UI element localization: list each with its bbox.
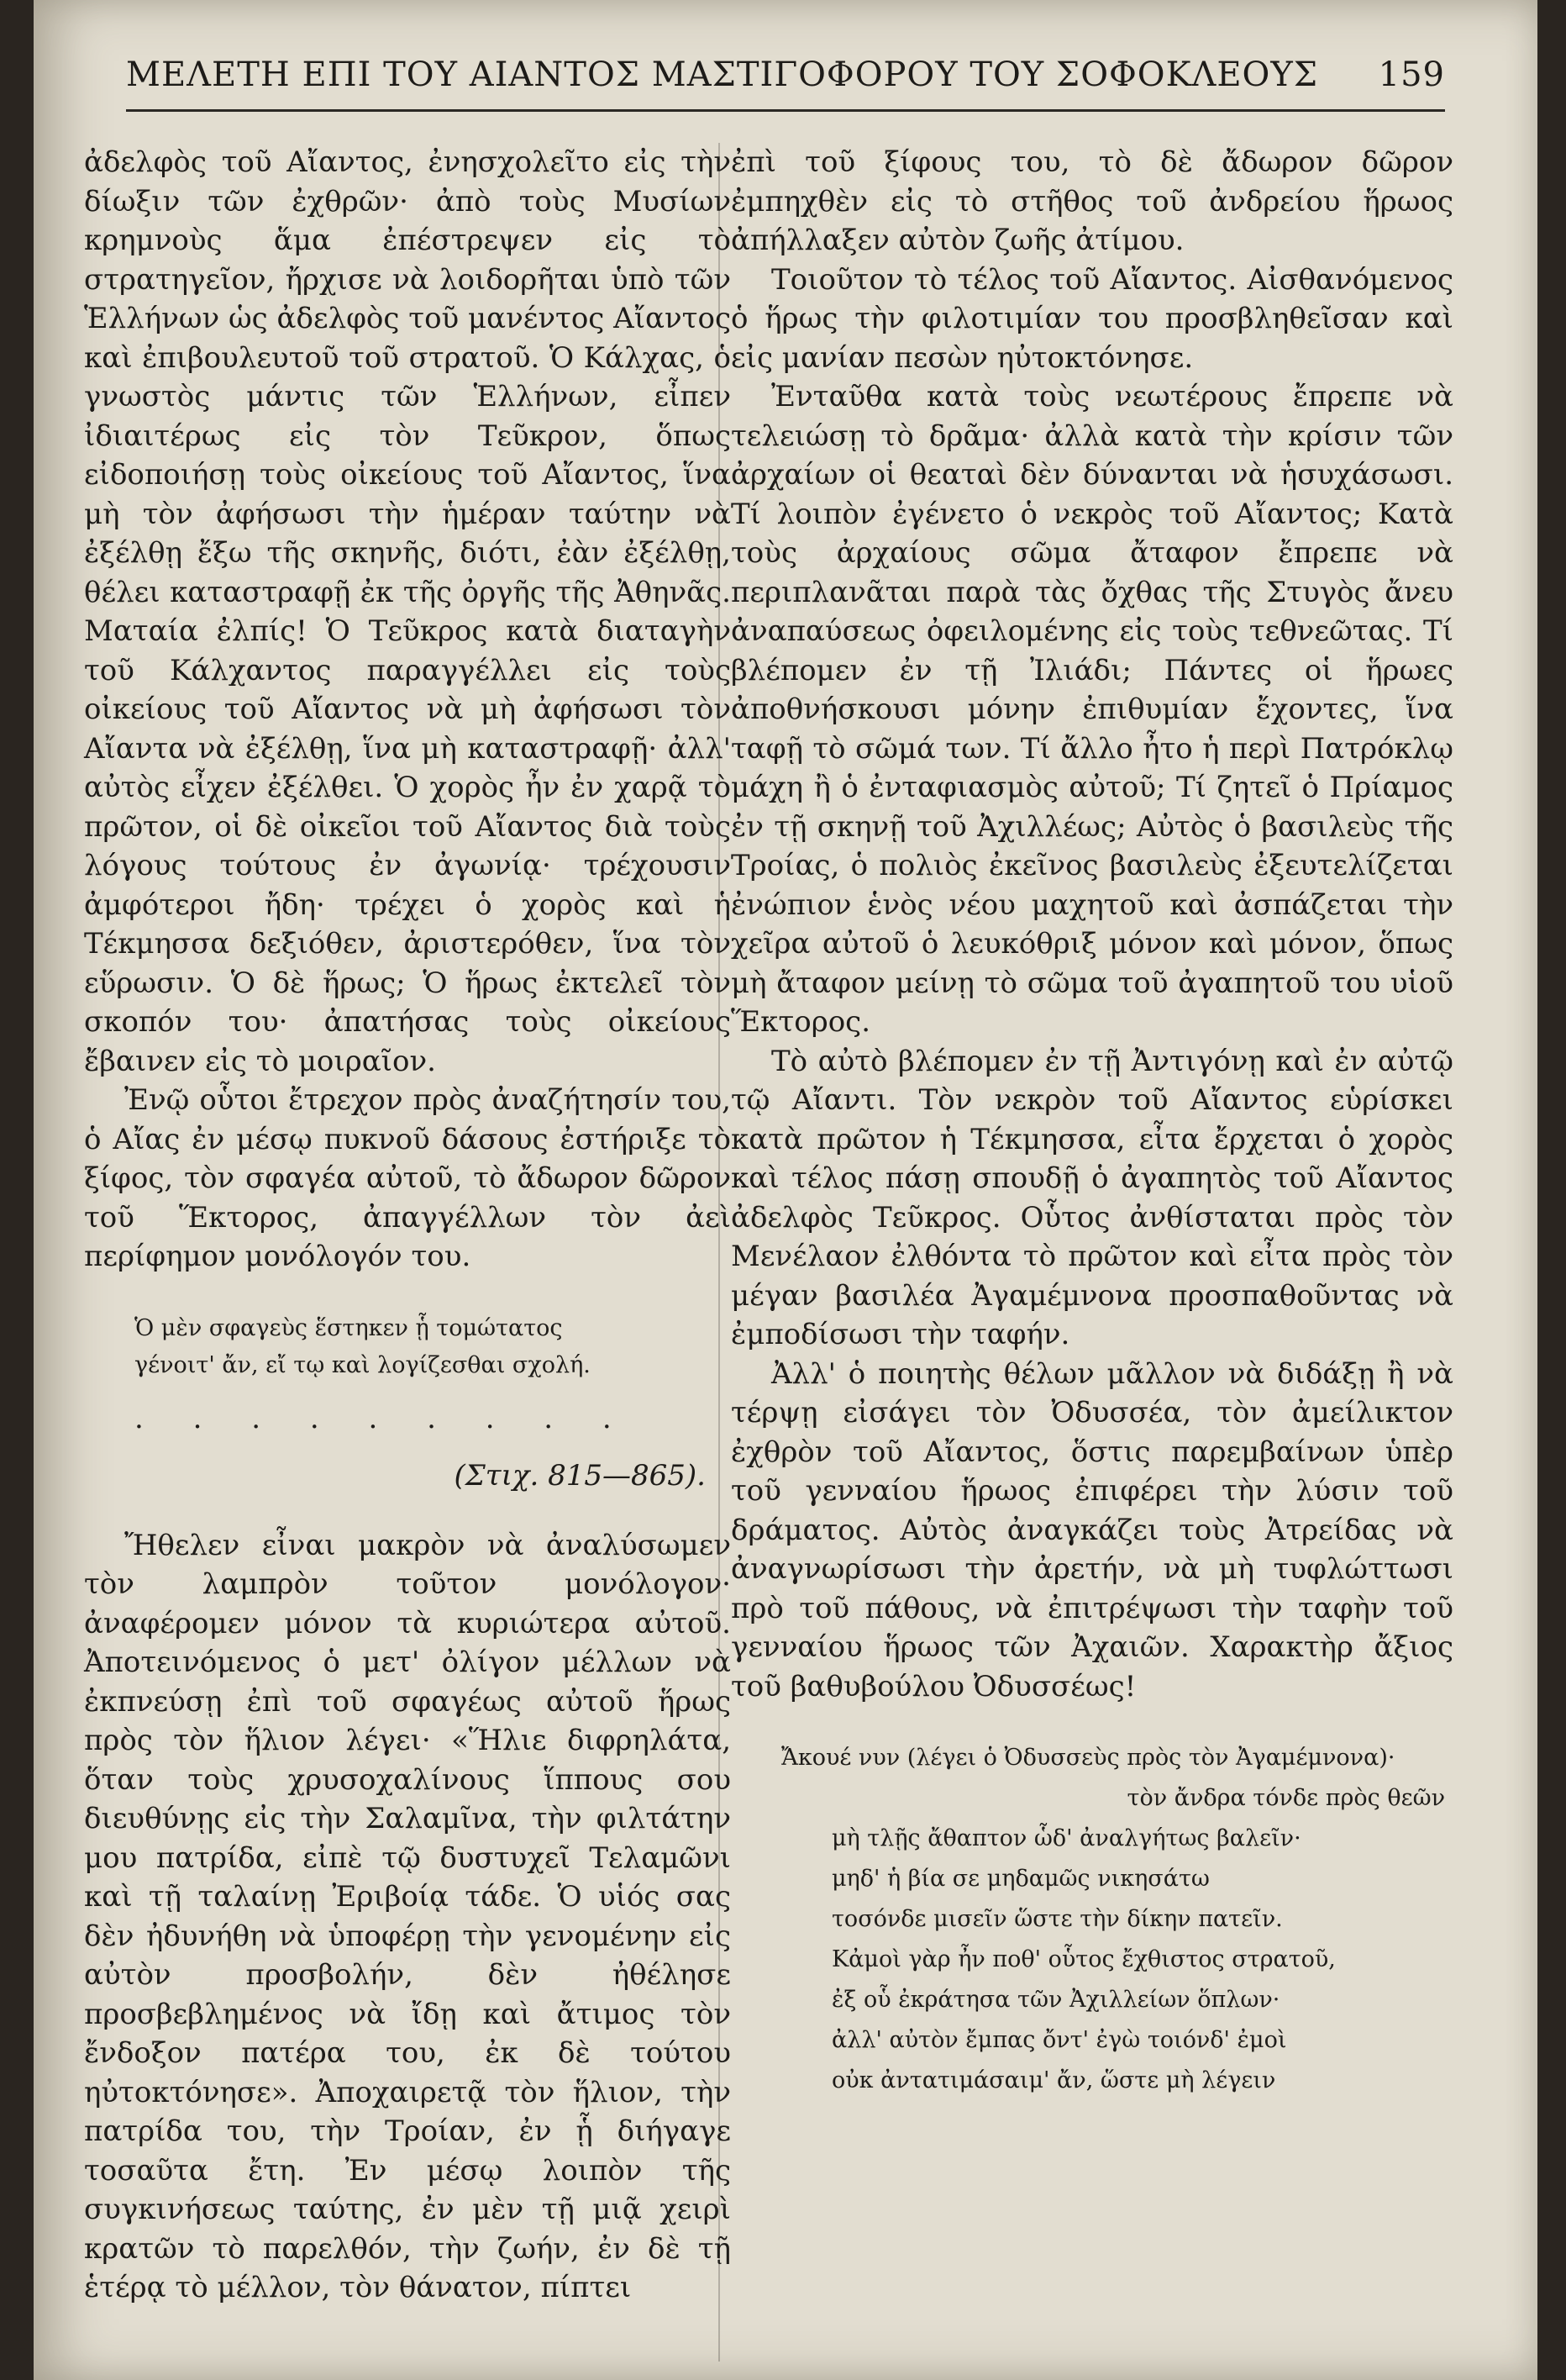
verse-quote bbox=[134, 1310, 731, 1384]
right-paragraph-2: Τοιοῦτον τὸ τέλος τοῦ Αἴαντος. Αἰσθανόμενος ὁ ἥρως τὴν φιλοτιμίαν του προσβληθεῖσαν καὶ εἰς μανίαν πεσὼν ηὐτοκτόνησε. bbox=[731, 262, 1453, 375]
running-title: ΜΕΛΕΤΗ ΕΠΙ ΤΟΥ ΑΙΑΝΤΟΣ ΜΑΣΤΙΓΟΦΟΡΟΥ ΤΟΥ ΣΟΦΟΚΛΕΟΥΣ bbox=[126, 55, 1319, 94]
quote-verse: μὴ τλῇς ἄθαπτον ὧδ' ἀναλγήτως βαλεῖν· bbox=[832, 1825, 1301, 1851]
verse-line-1: Ὁ μὲν σφαγεὺς ἕστηκεν ᾗ τομώτατος bbox=[134, 1314, 563, 1341]
right-paragraph-3: Ἐνταῦθα κατὰ τοὺς νεωτέρους ἔπρεπε νὰ τελειώσῃ τὸ δρᾶμα· ἀλλὰ κατὰ τὴν κρίσιν τῶν ἀρχαίων οἱ θεαταὶ δὲν δύνανται νὰ ἡσυχάσωσι. Τί λοιπὸν ἐγένετο ὁ νεκρὸς τοῦ Αἴαντος; Κατὰ τοὺς ἀρχαίους σῶμα ἄταφον ἔπρεπε νὰ περιπλανᾶται παρὰ τὰς ὄχθας τῆς Στυγὸς ἄνευ ἀναπαύσεως ὀφειλομένης εἰς τοὺς τεθνεῶτας. Τί βλέπομεν ἐν τῇ Ἰλιάδι; Πάντες οἱ ἥρωες ἀποθνήσκουσι μόνην ἐπιθυμίαν ἔχοντες, ἵνα ταφῇ τὸ σῶμά των. Τί ἄλλο ἦτο ἡ περὶ Πατρόκλῳ μάχη ἢ ὁ ἐνταφιασμὸς αὐτοῦ; Τί ζητεῖ ὁ Πρίαμος ἐν τῇ σκηνῇ τοῦ Ἀχιλλέως; Αὐτὸς ὁ βασιλεὺς τῆς Τροίας, ὁ πολιὸς ἐκεῖνος βασιλεὺς ἐξευτελίζεται ἐνώπιον ἑνὸς νέου μαχητοῦ καὶ ἀσπάζεται τὴν χεῖρα αὐτοῦ ὁ λευκόθριξ μόνον καὶ μόνον, ὅπως μὴ ἄταφον μείνῃ τὸ σῶμα τοῦ ἀγαπητοῦ του υἱοῦ Ἕκτορος. bbox=[731, 380, 1453, 1039]
right-paragraph-5: Ἀλλ' ὁ ποιητὴς θέλων μᾶλλον νὰ διδάξῃ ἢ νὰ τέρψῃ εἰσάγει τὸν Ὀδυσσέα, τὸν ἀμείλικτον ἐχθρὸν τοῦ Αἴαντος, ὅστις παρεμβαίνων ὑπὲρ τοῦ γενναίου ἥρωος ἐπιφέρει τὴν λύσιν τοῦ δράματος. Αὐτὸς ἀναγκάζει τοὺς Ἀτρείδας νὰ ἀναγνωρίσωσι τὴν ἀρετήν, νὰ μὴ τυφλώττωσι πρὸ τοῦ πάθους, νὰ ἐπιτρέψωσι τὴν ταφὴν τοῦ γενναίου ἥρωος τῶν Ἀχαιῶν. Χαρακτὴρ ἄξιος τοῦ βαθυβούλου Ὀδυσσέως! bbox=[731, 1356, 1453, 1703]
quote-intro-2: τὸν ἄνδρα τόνδε πρὸς θεῶν bbox=[1127, 1785, 1445, 1811]
quote-verse: τοσόνδε μισεῖν ὥστε τὴν δίκην πατεῖν. bbox=[832, 1906, 1283, 1932]
book-page bbox=[34, 0, 1537, 2380]
left-paragraph-2: Ἐνῷ οὗτοι ἔτρεχον πρὸς ἀναζήτησίν του, ὁ Αἴας ἐν μέσῳ πυκνοῦ δάσους ἐστήριξε τὸ ξίφος, τὸν σφαγέα αὐτοῦ, τὸ ἄδωρον δῶρον τοῦ Ἕκτορος, ἀπαγγέλλων τὸν ἀεὶ περίφημον μονόλογόν του. bbox=[84, 1083, 731, 1273]
quote-verse: ἐξ οὗ ἐκράτησα τῶν Ἀχιλλείων ὅπλων· bbox=[832, 1987, 1280, 2013]
verse-line-2: γένοιτ' ἄν, εἴ τῳ καὶ λογίζεσθαι σχολή. bbox=[134, 1351, 591, 1378]
quote-verse: μηδ' ἡ βία σε μηδαμῶς νικησάτω bbox=[832, 1866, 1210, 1892]
quote-intro: Ἄκουέ νυν (λέγει ὁ Ὀδυσσεὺς πρὸς τὸν Ἀγαμέμνονα)· bbox=[781, 1745, 1395, 1771]
quote-verse: Κἀμοὶ γὰρ ἦν ποθ' οὗτος ἔχθιστος στρατοῦ, bbox=[832, 1946, 1336, 1972]
right-column bbox=[731, 143, 1453, 2101]
right-paragraph-4: Τὸ αὐτὸ βλέπομεν ἐν τῇ Ἀντιγόνῃ καὶ ἐν αὐτῷ τῷ Αἴαντι. Τὸν νεκρὸν τοῦ Αἴαντος εὑρίσκει κατὰ πρῶτον ἡ Τέκμησσα, εἶτα ἔρχεται ὁ χορὸς καὶ τέλος πάσῃ σπουδῇ ὁ ἀγαπητὸς τοῦ Αἴαντος ἀδελφὸς Τεῦκρος. Οὗτος ἀνθίσταται πρὸς τὸν Μενέλαον ἐλθόντα τὸ πρῶτον καὶ εἶτα πρὸς τὸν μέγαν βασιλέα Ἀγαμέμνονα προσπαθοῦντας νὰ ἐμποδίσωσι τὴν ταφήν. bbox=[731, 1044, 1453, 1351]
page-header bbox=[126, 55, 1445, 106]
verse-citation: (Στιχ. 815—865). bbox=[454, 1459, 706, 1493]
right-paragraph-1: ἐπὶ τοῦ ξίφους του, τὸ δὲ ἄδωρον δῶρον ἐμπηχθὲν εἰς τὸ στῆθος τοῦ ἀνδρείου ἥρωος ἀπήλλαξεν αὐτὸν ζωῆς ἀτίμου. bbox=[731, 145, 1453, 257]
left-column bbox=[84, 143, 731, 2308]
left-paragraph-3: Ἤθελεν εἶναι μακρὸν νὰ ἀναλύσωμεν τὸν λαμπρὸν τοῦτον μονόλογον· ἀναφέρομεν μόνον τὰ κυριώτερα αὐτοῦ. Ἀποτεινόμενος ὁ μετ' ὀλίγον μέλλων νὰ ἐκπνεύσῃ ἐπὶ τοῦ σφαγέως αὐτοῦ ἥρως πρὸς τὸν ἥλιον λέγει· «Ἥλιε διφρηλάτα, ὅταν τοὺς χρυσοχαλίνους ἵππους σου διευθύνῃς εἰς τὴν Σαλαμῖνα, τὴν φιλτάτην μου πατρίδα, εἰπὲ τῷ δυστυχεῖ Τελαμῶνι καὶ τῇ ταλαίνῃ Ἐριβοίᾳ τάδε. Ὁ υἱός σας δὲν ἠδυνήθη νὰ ὑποφέρῃ τὴν γενομένην εἰς αὐτὸν προσβολήν, δὲν ἠθέλησε προσβεβλημένος νὰ ἴδῃ καὶ ἄτιμος τὸν ἔνδοξον πατέρα του, ἐκ δὲ τούτου ηὐτοκτόνησε». Ἀποχαιρετᾷ τὸν ἥλιον, τὴν πατρίδα του, τὴν Τροίαν, ἐν ᾗ διήγαγε τοσαῦτα ἔτη. Ἐν μέσῳ λοιπὸν τῆς συγκινήσεως ταύτης, ἐν μὲν τῇ μιᾷ χειρὶ κρατῶν τὸ παρελθόν, τὴν ζωήν, ἐν δὲ τῇ ἑτέρᾳ τὸ μέλλον, τὸν θάνατον, πίπτει bbox=[84, 1528, 731, 2304]
page-number: 159 bbox=[1378, 55, 1445, 94]
quote-verse: οὐκ ἀντατιμάσαιμ' ἄν, ὥστε μὴ λέγειν bbox=[832, 2067, 1276, 2093]
ellipsis-dots: . . . . . . . . . bbox=[134, 1401, 632, 1435]
quote-verse: ἀλλ' αὐτὸν ἔμπας ὄντ' ἐγὼ τοιόνδ' ἐμοὶ bbox=[832, 2027, 1287, 2053]
column-divider bbox=[718, 143, 720, 2362]
odysseus-quote bbox=[731, 1738, 1453, 2101]
header-rule bbox=[126, 109, 1445, 112]
left-paragraph-1: ἀδελφὸς τοῦ Αἴαντος, ἐνησχολεῖτο εἰς τὴν δίωξιν τῶν ἐχθρῶν· ἀπὸ τοὺς Μυσίων κρημνοὺς ἅμα ἐπέστρεψεν εἰς τὸ στρατηγεῖον, ἤρχισε νὰ λοιδορῆται ὑπὸ τῶν Ἑλλήνων ὡς ἀδελφὸς τοῦ μανέντος Αἴαντος καὶ ἐπιβουλευτοῦ τοῦ στρατοῦ. Ὁ Κάλχας, ὁ γνωστὸς μάντις τῶν Ἑλλήνων, εἶπεν ἰδιαιτέρως εἰς τὸν Τεῦκρον, ὅπως εἰδοποιήσῃ τοὺς οἰκείους τοῦ Αἴαντος, ἵνα μὴ τὸν ἀφήσωσι τὴν ἡμέραν ταύτην νὰ ἐξέλθῃ ἔξω τῆς σκηνῆς, διότι, ἐὰν ἐξέλθῃ, θέλει καταστραφῇ ἐκ τῆς ὀργῆς τῆς Ἀθηνᾶς. Ματαία ἐλπίς! Ὁ Τεῦκρος κατὰ διαταγὴν τοῦ Κάλχαντος παραγγέλλει εἰς τοὺς οἰκείους τοῦ Αἴαντος νὰ μὴ ἀφήσωσι τὸν Αἴαντα νὰ ἐξέλθῃ, ἵνα μὴ καταστραφῇ· ἀλλ' αὐτὸς εἶχεν ἐξέλθει. Ὁ χορὸς ἦν ἐν χαρᾷ τὸ πρῶτον, οἱ δὲ οἰκεῖοι τοῦ Αἴαντος διὰ τοὺς λόγους τούτους ἐν ἀγωνίᾳ· τρέχουσιν ἀμφότεροι ἤδη· τρέχει ὁ χορὸς καὶ ἡ Τέκμησσα δεξιόθεν, ἀριστερόθεν, ἵνα τὸν εὕρωσιν. Ὁ δὲ ἥρως; Ὁ ἥρως ἐκτελεῖ τὸν σκοπόν του· ἀπατήσας τοὺς οἰκείους ἔβαινεν εἰς τὸ μοιραῖον. bbox=[84, 145, 731, 1078]
